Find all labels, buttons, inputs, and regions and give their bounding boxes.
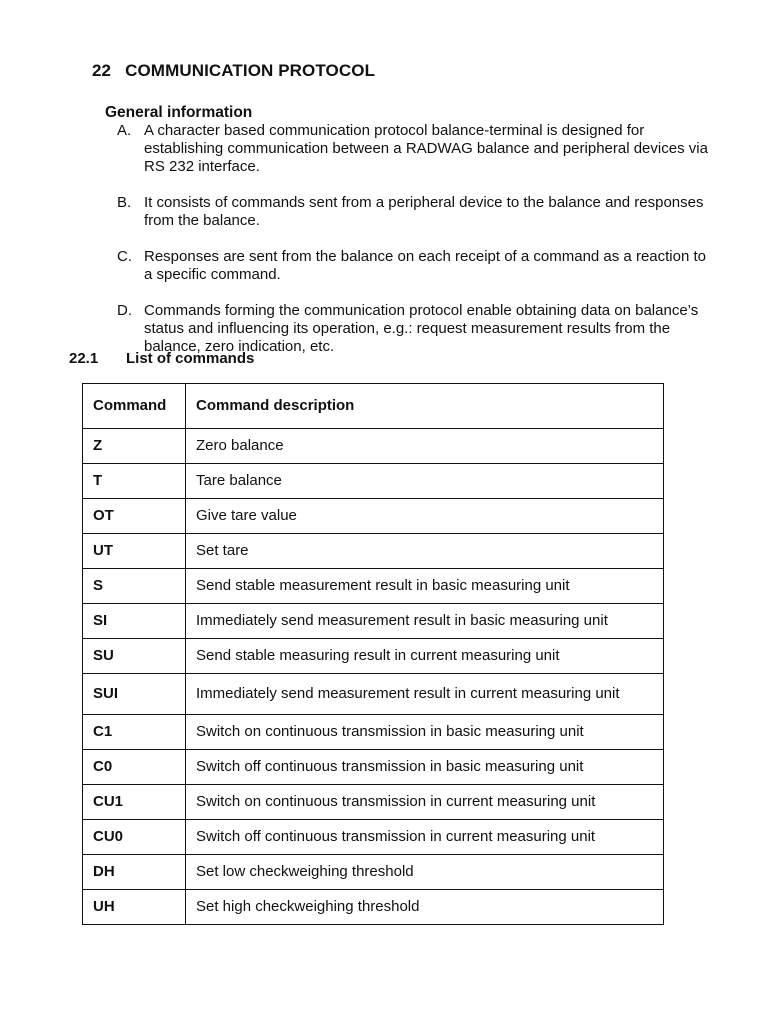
general-information-heading: General information: [105, 104, 253, 121]
command-code: T: [83, 464, 186, 499]
command-code: SU: [83, 639, 186, 674]
command-code: C0: [83, 750, 186, 785]
command-description: Immediately send measurement result in basic measuring unit: [186, 604, 664, 639]
table-row: [83, 464, 664, 499]
table-row: [83, 820, 664, 855]
command-description: Switch on continuous transmission in current measuring unit: [186, 785, 664, 820]
table-row: [83, 674, 664, 715]
list-item-text: A character based communication protocol balance-terminal is designed for establishing communication between a RADWAG balance and peripheral devices via RS 232 interface.: [144, 122, 708, 175]
command-description: Immediately send measurement result in current measuring unit: [186, 674, 664, 715]
table-row: [83, 429, 664, 464]
list-item-text: Responses are sent from the balance on each receipt of a command as a reaction to a specific command.: [144, 248, 706, 283]
command-description: Switch off continuous transmission in current measuring unit: [186, 820, 664, 855]
command-code: SUI: [83, 674, 186, 715]
subsection-number: 22.1: [69, 350, 99, 367]
table-header-row: [83, 384, 664, 429]
command-description: Set tare: [186, 534, 664, 569]
list-item-text: Commands forming the communication protocol enable obtaining data on balance’s status and influencing its operation, e.g.: request measurement results from the balance, zero indication, etc.: [144, 302, 699, 355]
list-item: [117, 194, 717, 230]
command-description: Give tare value: [186, 499, 664, 534]
list-item-text: It consists of commands sent from a peripheral device to the balance and responses from the balance.: [144, 194, 704, 229]
section-number: 22: [92, 61, 112, 80]
command-description: Send stable measuring result in current measuring unit: [186, 639, 664, 674]
command-code: C1: [83, 715, 186, 750]
list-item-label: A.: [117, 122, 132, 139]
command-description: Set high checkweighing threshold: [186, 890, 664, 925]
command-description: Switch off continuous transmission in basic measuring unit: [186, 750, 664, 785]
command-code: DH: [83, 855, 186, 890]
table-row: [83, 750, 664, 785]
table-row: [83, 639, 664, 674]
command-code: UH: [83, 890, 186, 925]
subsection-title: List of commands: [126, 350, 255, 367]
list-item: [117, 122, 717, 176]
command-code: Z: [83, 429, 186, 464]
command-code: SI: [83, 604, 186, 639]
list-item: [117, 302, 717, 356]
command-description: Zero balance: [186, 429, 664, 464]
command-code: OT: [83, 499, 186, 534]
section-heading: [92, 61, 375, 81]
column-header-command: Command: [83, 384, 186, 429]
table-row: [83, 855, 664, 890]
table-row: [83, 890, 664, 925]
command-code: UT: [83, 534, 186, 569]
table-row: [83, 785, 664, 820]
command-code: CU0: [83, 820, 186, 855]
subsection-heading: [69, 350, 254, 367]
command-description: Send stable measurement result in basic measuring unit: [186, 569, 664, 604]
command-description: Set low checkweighing threshold: [186, 855, 664, 890]
command-code: S: [83, 569, 186, 604]
table-row: [83, 499, 664, 534]
table-row: [83, 715, 664, 750]
section-title: COMMUNICATION PROTOCOL: [125, 61, 376, 80]
column-header-description: Command description: [186, 384, 664, 429]
table-row: [83, 604, 664, 639]
list-item-label: B.: [117, 194, 132, 211]
command-code: CU1: [83, 785, 186, 820]
table-row: [83, 569, 664, 604]
table-row: [83, 534, 664, 569]
command-description: Tare balance: [186, 464, 664, 499]
commands-table: [82, 383, 664, 925]
list-item-label: C.: [117, 248, 132, 265]
list-item: [117, 248, 717, 284]
list-item-label: D.: [117, 302, 132, 319]
command-description: Switch on continuous transmission in basic measuring unit: [186, 715, 664, 750]
general-information-list: [117, 122, 717, 356]
